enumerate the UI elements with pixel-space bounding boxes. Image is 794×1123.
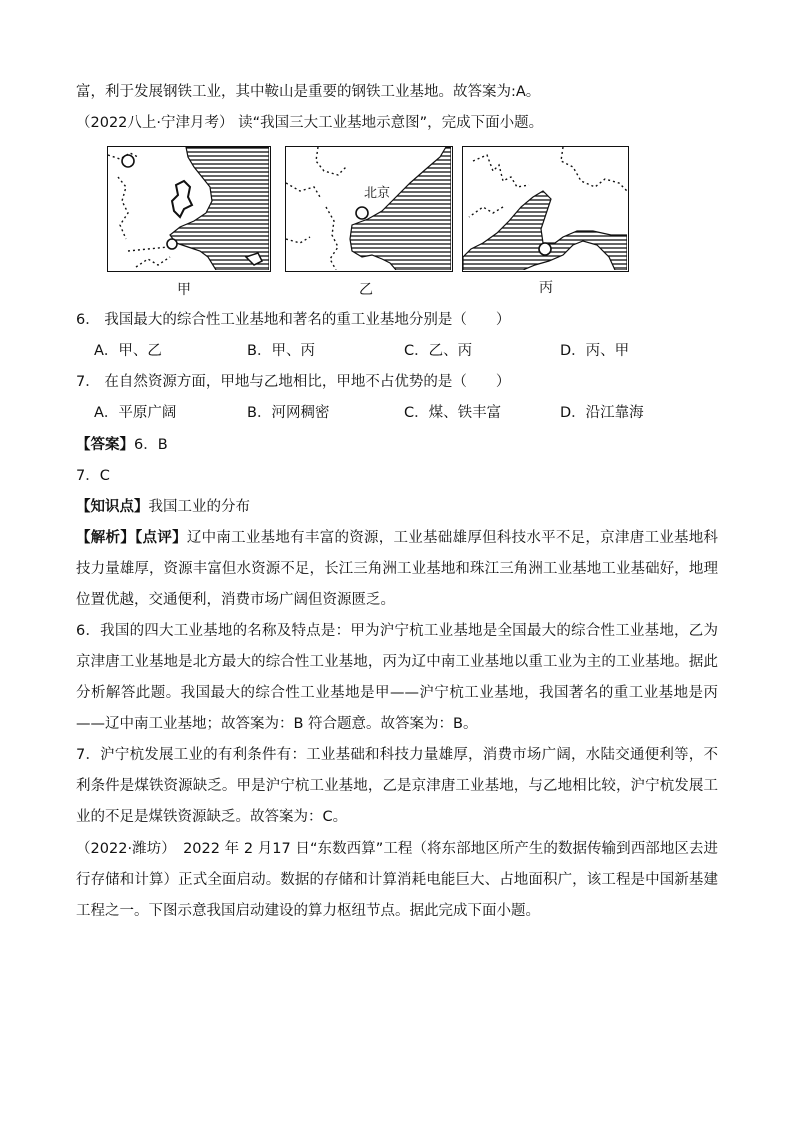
knowledge-point: [76, 497, 250, 517]
explanation-6: 6．我国的四大工业基地的名称及特点是：甲为沪宁杭工业基地是全国最大的综合性工业基地，乙为京津唐工业基地是北方最大的综合性工业基地，丙为辽中南工业基地以重工业为主的工业基地。据此分析解答此题。我国最大的综合性工业基地是甲——沪宁杭工业基地，我国著名的重工业基地是丙——辽中南工业基地；故答案为：B 符合题意。故答案为：B。: [76, 623, 718, 732]
industrial-bases-figure: [107, 146, 629, 298]
q7-option-d[interactable]: D．沿江靠海: [560, 405, 644, 421]
city-beijing-label: 北京: [364, 186, 391, 201]
continued-answer: 富，利于发展钢铁工业，其中鞍山是重要的钢铁工业基地。故答案为:A。: [76, 84, 541, 100]
next-question-intro: （2022·潍坊） 2022 年 2 月17 日“东数西算”工程（将东部地区所产生的数据传输到西部地区去进行存储和计算）正式全面启动。数据的存储和计算消耗电能巨大、占地面积广，该工程是中国新基建工程之一。下图示意我国启动建设的算力枢纽节点。据此完成下面小题。: [76, 841, 718, 919]
analysis-text: 辽中南工业基地有丰富的资源，工业基础雄厚但科技水平不足，京津唐工业基地科技力量雄厚，资源丰富但水资源不足，长江三角洲工业基地和珠江三角洲工业基地工业基础好，地理位置优越，交通便利，消费市场广阔但资源匮乏。: [76, 530, 718, 608]
map-label-jia: 甲: [177, 282, 191, 298]
knowledge-text: 我国工业的分布: [148, 499, 250, 515]
q7-option-b[interactable]: B．河网稠密: [247, 405, 330, 421]
answer-7: 7．C: [76, 468, 110, 484]
map-label-bing: 丙: [539, 280, 553, 296]
explanation-7: 7．沪宁杭发展工业的有利条件有：工业基础和科技力量雄厚，消费市场广阔，水陆交通便利等，不利条件是煤铁资源缺乏。甲是沪宁杭工业基地，乙是京津唐工业基地，与乙地相比较，沪宁杭发展工业的不足是煤铁资源缺乏。故答案为：C。: [76, 747, 718, 825]
map-yi: [285, 146, 453, 272]
q6-option-d[interactable]: D．丙、甲: [560, 343, 630, 359]
analysis-tag: 【解析】【点评】: [76, 530, 187, 546]
q6-option-c[interactable]: C．乙、丙: [404, 343, 473, 359]
analysis-paragraph: [76, 523, 718, 616]
question-6: 6． 我国最大的综合性工业基地和著名的重工业基地分别是（ ）: [76, 312, 511, 328]
q7-option-c[interactable]: C．煤、铁丰富: [404, 405, 502, 421]
answer-6: 6．B: [134, 437, 168, 453]
answer-line: [76, 435, 168, 455]
question-7: 7． 在自然资源方面，甲地与乙地相比，甲地不占优势的是（ ）: [76, 374, 511, 390]
map-label-yi: 乙: [359, 282, 373, 298]
map-jia: [107, 146, 271, 272]
q6-option-a[interactable]: A．甲、乙: [94, 343, 162, 359]
knowledge-tag: 【知识点】: [76, 499, 149, 515]
map-bing: [462, 146, 629, 272]
answer-tag: 【答案】: [76, 437, 134, 453]
question-intro: （2022八上·宁津月考） 读“我国三大工业基地示意图”，完成下面小题。: [76, 115, 544, 131]
q7-option-a[interactable]: A．平原广阔: [94, 405, 177, 421]
q6-option-b[interactable]: B．甲、丙: [247, 343, 315, 359]
